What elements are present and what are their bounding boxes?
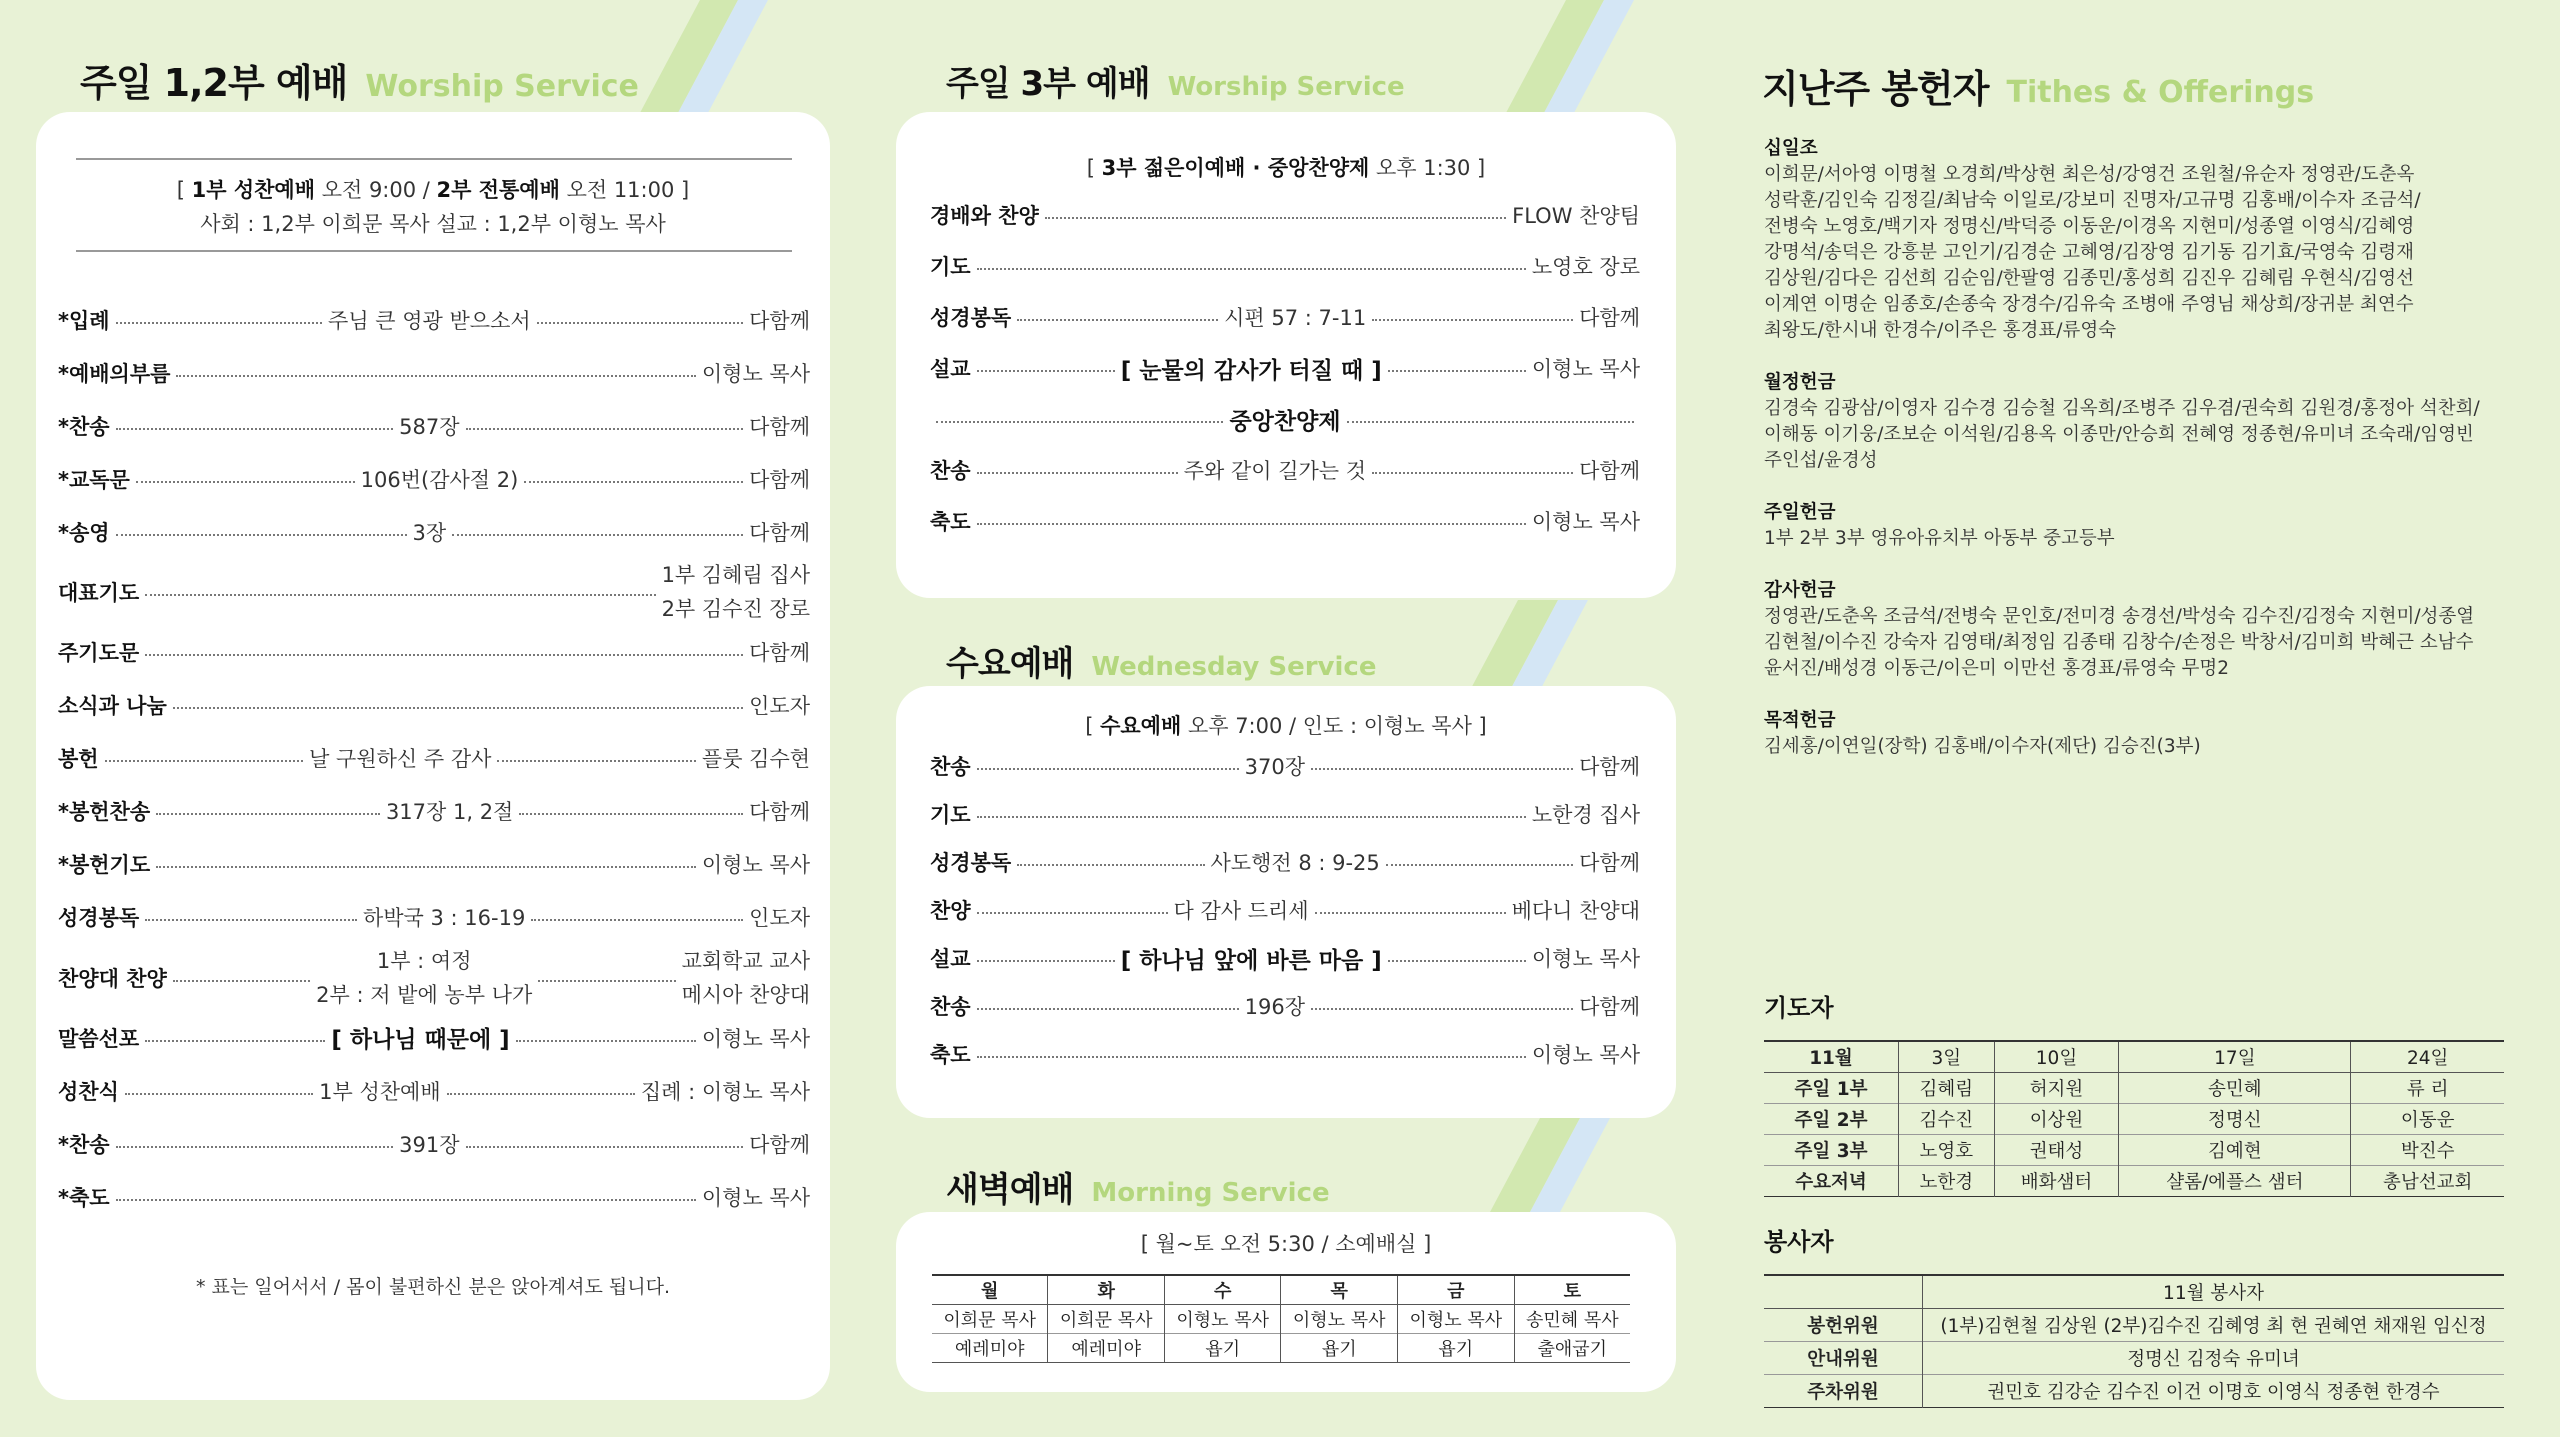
morning-leader-cell: 송민혜 목사 bbox=[1514, 1305, 1630, 1334]
offering-line: 주인섭/윤경성 bbox=[1764, 450, 1878, 471]
order-label: 봉헌 bbox=[58, 747, 99, 772]
volunteers-names: (1부)김현철 김상원 (2부)김수진 김혜영 최 현 권혜연 채재원 임신정 bbox=[1923, 1309, 2505, 1342]
order-leader: 다함께 bbox=[749, 521, 811, 545]
morning-leader-cell: 이희문 목사 bbox=[1048, 1305, 1165, 1334]
volunteers-role: 주차위원 bbox=[1807, 1382, 1879, 1403]
order-detail: 하박국 3 : 16-19 bbox=[362, 906, 526, 931]
prayer-service-label: 주일 3부 bbox=[1794, 1141, 1868, 1162]
morning-book-cell: 예레미야 bbox=[954, 1339, 1025, 1360]
order-label: 찬송 bbox=[930, 995, 971, 1019]
wednesday-title bbox=[946, 636, 1376, 685]
worship12-panel bbox=[36, 112, 830, 1400]
dot-leader bbox=[447, 1093, 635, 1095]
morning-book-cell: 욥기 bbox=[1164, 1334, 1281, 1363]
offering-line: 이계연 이명순 임종호/손종숙 장경수/김유숙 조병애 주영님 채상희/장귀분 최연수 bbox=[1764, 294, 2414, 315]
volunteers-names: 정명신 김정숙 유미녀 bbox=[1923, 1342, 2505, 1375]
offering-heading: 월정헌금 bbox=[1764, 372, 1836, 393]
order-label: 경배와 찬양 bbox=[930, 204, 1039, 228]
worship12-footnote: * 표는 일어서서 / 몸이 불편하신 분은 앉아계셔도 됩니다. bbox=[195, 1276, 671, 1298]
order-row bbox=[58, 302, 810, 338]
order-row bbox=[58, 1126, 810, 1162]
order-leader: 이형노 목사 bbox=[701, 362, 810, 386]
order-detail: 주와 같이 길가는 것 bbox=[1183, 459, 1367, 483]
order-detail: 중앙찬양제 bbox=[1229, 408, 1341, 435]
morning-book-cell: 욥기 bbox=[1281, 1334, 1398, 1363]
volunteers-header-row bbox=[1764, 1275, 2504, 1309]
dot-leader bbox=[1388, 960, 1526, 962]
order-row bbox=[58, 634, 810, 670]
dot-leader bbox=[936, 421, 1223, 423]
volunteers-row bbox=[1764, 1342, 2504, 1375]
worship3-title bbox=[946, 56, 1405, 105]
order-row bbox=[930, 300, 1640, 334]
order-detail: 다 감사 드리세 bbox=[1173, 899, 1309, 923]
order-leader: 인도자 bbox=[749, 694, 810, 719]
prayer-date-header: 24일 bbox=[2351, 1041, 2504, 1073]
wednesday-panel bbox=[896, 686, 1676, 1118]
order-row bbox=[58, 1073, 810, 1109]
prayer-row bbox=[1764, 1104, 2504, 1135]
order-row bbox=[930, 846, 1640, 878]
dot-leader bbox=[977, 370, 1115, 372]
worship3-title-en: Worship Service bbox=[1167, 72, 1405, 102]
order-label: 찬양대 찬양 bbox=[58, 966, 167, 991]
order-leader: 베다니 찬양대 bbox=[1511, 899, 1640, 923]
offerings-title-en: Tithes & Offerings bbox=[2006, 75, 2315, 110]
order-row bbox=[58, 355, 810, 391]
order-row bbox=[58, 846, 810, 882]
prayer-cell: 배화샘터 bbox=[1994, 1166, 2119, 1197]
worship3-panel bbox=[896, 112, 1676, 598]
prayer-title: 기도자 bbox=[1764, 994, 1834, 1022]
order-leader: 이형노 목사 bbox=[1531, 1043, 1640, 1067]
order-detail-line1: 1부 : 여정 bbox=[376, 948, 472, 973]
offering-line: 전병숙 노영호/백기자 정명신/박덕증 이동운/이경옥 지현미/성종열 이영식/김혜영 bbox=[1764, 216, 2415, 237]
order-leader-line1: 1부 김혜림 집사 bbox=[661, 563, 810, 588]
order-label: 찬송 bbox=[930, 755, 971, 779]
order-label: *송영 bbox=[58, 521, 110, 545]
prayer-cell: 노한경 bbox=[1899, 1166, 1995, 1197]
offering-heading: 주일헌금 bbox=[1764, 502, 1836, 523]
dot-leader bbox=[145, 1040, 325, 1042]
morning-day-cell: 토 bbox=[1514, 1275, 1630, 1305]
order-leader: 노한경 집사 bbox=[1531, 803, 1640, 827]
prayer-table bbox=[1764, 1040, 2504, 1197]
order-row bbox=[930, 504, 1640, 538]
order-label: 기도 bbox=[930, 255, 971, 279]
dot-leader bbox=[977, 472, 1178, 474]
dot-leader bbox=[1315, 912, 1506, 914]
dot-leader bbox=[156, 813, 380, 815]
offering-line: 김상원/김다은 김선희 김순임/한팔영 김종민/홍성희 김진우 김혜림 우현식/김영선 bbox=[1764, 268, 2414, 289]
offering-line: 1부 2부 3부 영유아유치부 아동부 중고등부 bbox=[1764, 528, 2115, 549]
order-leader: 이형노 목사 bbox=[701, 1185, 810, 1210]
offering-line: 최왕도/한시내 한경수/이주은 홍경표/류영숙 bbox=[1764, 320, 2117, 341]
order-leader: 플룻 김수현 bbox=[701, 747, 811, 772]
order-leader: 다함께 bbox=[749, 309, 810, 333]
prayer-service-label: 주일 2부 bbox=[1794, 1110, 1868, 1131]
divider bbox=[76, 158, 792, 160]
order-label: *찬송 bbox=[58, 1132, 110, 1157]
prayer-cell: 권태성 bbox=[1994, 1135, 2119, 1166]
order-row bbox=[930, 750, 1640, 782]
order-label: 찬송 bbox=[930, 459, 971, 483]
prayer-date-header: 3일 bbox=[1899, 1041, 1995, 1073]
dot-leader bbox=[1388, 370, 1526, 372]
dot-leader bbox=[977, 1056, 1526, 1058]
order-label: 찬양 bbox=[930, 899, 971, 923]
dot-leader bbox=[977, 523, 1526, 525]
dot-leader bbox=[173, 707, 743, 709]
order-leader: 이형노 목사 bbox=[1531, 947, 1640, 971]
order-row bbox=[930, 990, 1640, 1022]
order-label: 설교 bbox=[930, 357, 971, 381]
order-leader bbox=[662, 558, 810, 626]
order-leader: 다함께 bbox=[749, 800, 810, 825]
dot-leader bbox=[452, 534, 743, 536]
order-leader: 다함께 bbox=[749, 641, 810, 666]
morning-day-cell: 화 bbox=[1048, 1275, 1165, 1305]
morning-book-cell: 욥기 bbox=[1398, 1334, 1515, 1363]
order-leader: 다함께 bbox=[1579, 306, 1641, 330]
dot-leader bbox=[519, 813, 743, 815]
morning-day-cell: 수 bbox=[1164, 1275, 1281, 1305]
morning-leader-cell: 이형노 목사 bbox=[1281, 1305, 1398, 1334]
dot-leader bbox=[1045, 217, 1506, 219]
order-detail: 391장 bbox=[399, 1132, 460, 1157]
offerings-list bbox=[1764, 136, 2524, 786]
offering-group bbox=[1764, 136, 2524, 344]
divider bbox=[76, 250, 792, 252]
offering-group bbox=[1764, 500, 2524, 552]
dot-leader bbox=[116, 322, 322, 324]
dot-leader bbox=[466, 428, 744, 430]
morning-leader-cell: 이형노 목사 bbox=[1398, 1305, 1515, 1334]
order-leader: 이형노 목사 bbox=[701, 1026, 810, 1051]
dot-leader bbox=[1311, 768, 1573, 770]
morning-schedule-table bbox=[932, 1274, 1630, 1363]
order-label: 기도 bbox=[930, 803, 971, 827]
dot-leader bbox=[116, 428, 394, 430]
order-label: 축도 bbox=[930, 1043, 971, 1067]
order-label: *교독문 bbox=[58, 468, 130, 492]
dot-leader bbox=[538, 980, 675, 982]
dot-leader bbox=[977, 912, 1168, 914]
order-label: 소식과 나눔 bbox=[58, 694, 167, 719]
morning-panel bbox=[896, 1212, 1676, 1392]
dot-leader bbox=[105, 760, 304, 762]
volunteers-title: 봉사자 bbox=[1764, 1228, 1834, 1256]
order-detail: 587장 bbox=[399, 415, 460, 439]
offering-group bbox=[1764, 578, 2524, 682]
dot-leader bbox=[466, 1146, 744, 1148]
volunteers-names: 권민호 김강순 김수진 이건 이명호 이영식 정종현 한경수 bbox=[1923, 1375, 2505, 1408]
prayer-cell: 샬롬/에플스 샘터 bbox=[2119, 1166, 2351, 1197]
offering-line: 김현철/이수진 강숙자 김영태/최정임 김종태 김창수/손정은 박창서/김미희 박혜근 소남수 bbox=[1764, 632, 2474, 653]
order-label: 성경봉독 bbox=[930, 306, 1012, 330]
wednesday-title-en: Wednesday Service bbox=[1091, 652, 1377, 682]
order-row bbox=[930, 249, 1640, 283]
morning-title-en: Morning Service bbox=[1091, 1178, 1330, 1208]
dot-leader bbox=[977, 768, 1239, 770]
order-detail: 370장 bbox=[1244, 755, 1306, 779]
dot-leader bbox=[497, 760, 696, 762]
order-label: *찬송 bbox=[58, 415, 110, 439]
prayer-cell: 송민혜 bbox=[2119, 1073, 2351, 1104]
morning-leader-cell: 이희문 목사 bbox=[943, 1310, 1037, 1331]
dot-leader bbox=[136, 481, 355, 483]
prayer-service-label: 수요저녁 bbox=[1795, 1172, 1867, 1193]
prayer-cell: 이상원 bbox=[1994, 1104, 2119, 1135]
offering-line: 강명석/송덕은 강흥분 고인기/김경순 고혜영/김장영 김기동 김기효/국영숙 김령재 bbox=[1764, 242, 2414, 263]
morning-day-cell: 금 bbox=[1398, 1275, 1515, 1305]
order-detail: [ 하나님 앞에 바른 마음 ] bbox=[1120, 947, 1382, 974]
dot-leader bbox=[116, 1146, 394, 1148]
order-label: 말씀선포 bbox=[58, 1026, 140, 1051]
order-row bbox=[58, 563, 810, 622]
order-label: *축도 bbox=[58, 1185, 110, 1210]
prayer-cell: 총남선교회 bbox=[2351, 1166, 2504, 1197]
order-leader-line2: 메시아 찬양대 bbox=[681, 982, 811, 1007]
order-detail: 사도행전 8 : 9-25 bbox=[1210, 851, 1380, 875]
order-row bbox=[58, 793, 810, 829]
dot-leader bbox=[977, 268, 1526, 270]
prayer-row bbox=[1764, 1135, 2504, 1166]
prayer-cell: 정명신 bbox=[2119, 1104, 2351, 1135]
offering-heading: 목적헌금 bbox=[1764, 710, 1836, 731]
order-label: *봉헌찬송 bbox=[58, 800, 151, 825]
volunteers-row bbox=[1764, 1309, 2504, 1342]
order-leader-line2: 2부 김수진 장로 bbox=[661, 597, 810, 622]
order-detail: 주님 큰 영광 받으소서 bbox=[328, 309, 531, 333]
order-row bbox=[930, 453, 1640, 487]
prayer-cell: 김수진 bbox=[1899, 1104, 1995, 1135]
offering-group bbox=[1764, 708, 2524, 760]
order-row bbox=[58, 1020, 810, 1056]
dot-leader bbox=[1311, 1008, 1573, 1010]
order-leader: 다함께 bbox=[749, 1132, 811, 1157]
morning-title bbox=[946, 1162, 1330, 1211]
dot-leader bbox=[145, 919, 357, 921]
wednesday-title-ko: 수요예배 bbox=[946, 644, 1074, 684]
order-detail: [ 눈물의 감사가 터질 때 ] bbox=[1120, 357, 1382, 384]
morning-book-cell: 출애굽기 bbox=[1514, 1334, 1630, 1363]
order-leader: 집례 : 이형노 목사 bbox=[640, 1079, 810, 1104]
order-detail: 3장 bbox=[412, 521, 447, 545]
wednesday-header: [ 수요예배 오후 7:00 / 인도 : 이형노 목사 ] bbox=[1085, 714, 1487, 738]
offering-heading: 십일조 bbox=[1764, 138, 1818, 159]
prayer-cell: 박진수 bbox=[2351, 1135, 2504, 1166]
order-row bbox=[930, 798, 1640, 830]
order-row bbox=[58, 899, 810, 935]
volunteers-role: 봉헌위원 bbox=[1807, 1316, 1879, 1337]
order-leader: 다함께 bbox=[1579, 755, 1640, 779]
order-leader: 이형노 목사 bbox=[1531, 510, 1640, 534]
order-label: 성경봉독 bbox=[58, 906, 140, 931]
order-detail: 196장 bbox=[1244, 995, 1306, 1019]
morning-day-cell: 목 bbox=[1281, 1275, 1398, 1305]
order-row bbox=[58, 408, 810, 444]
offering-line: 성락훈/김인숙 김정길/최남숙 이일로/강보미 진명자/고규명 김홍배/이수자 조금석/ bbox=[1764, 190, 2421, 211]
offerings-title-ko: 지난주 봉헌자 bbox=[1762, 67, 1989, 111]
order-row bbox=[58, 514, 810, 550]
volunteers-table bbox=[1764, 1274, 2504, 1408]
worship3-header: [ 3부 젊은이예배 · 중앙찬양제 오후 1:30 ] bbox=[1086, 156, 1486, 180]
order-label: 성찬식 bbox=[58, 1079, 119, 1104]
morning-leader-cell: 이형노 목사 bbox=[1164, 1305, 1281, 1334]
order-row bbox=[58, 461, 810, 497]
dot-leader bbox=[524, 481, 743, 483]
dot-leader bbox=[1372, 472, 1573, 474]
order-row bbox=[58, 1179, 810, 1215]
volunteers-header-empty bbox=[1764, 1275, 1923, 1309]
dot-leader bbox=[977, 960, 1115, 962]
dot-leader bbox=[176, 375, 695, 377]
order-row bbox=[58, 948, 811, 1007]
offering-heading: 감사헌금 bbox=[1764, 580, 1836, 601]
offering-line: 김경숙 김광삼/이영자 김수경 김승철 김옥희/조병주 김우겸/권숙희 김원경/홍정아 석찬희/ bbox=[1764, 398, 2480, 419]
dot-leader bbox=[537, 322, 743, 324]
dot-leader bbox=[1386, 864, 1573, 866]
order-detail-line2: 2부 : 저 밭에 농부 나가 bbox=[316, 982, 533, 1007]
order-leader: 다함께 bbox=[1579, 851, 1641, 875]
volunteers-row bbox=[1764, 1375, 2504, 1408]
worship12-title-en: Worship Service bbox=[365, 69, 639, 104]
prayer-cell: 김예현 bbox=[2119, 1135, 2351, 1166]
order-leader-line1: 교회학교 교사 bbox=[681, 948, 811, 973]
worship12-header: [ 1부 성찬예배 오전 9:00 / 2부 전통예배 오전 11:00 ] bbox=[176, 178, 690, 202]
order-row bbox=[930, 1038, 1640, 1070]
morning-title-ko: 새벽예배 bbox=[946, 1170, 1074, 1210]
order-label: 주기도문 bbox=[58, 641, 140, 666]
offering-group bbox=[1764, 370, 2524, 474]
order-row bbox=[930, 402, 1640, 436]
morning-day-cell: 월 bbox=[981, 1281, 999, 1302]
offering-line: 이해동 이기웅/조보순 이석원/김용옥 이종만/안승희 전혜영 정종현/유미녀 조숙래/임영빈 bbox=[1764, 424, 2474, 445]
order-leader: 노영호 장로 bbox=[1531, 255, 1640, 279]
order-leader: 이형노 목사 bbox=[701, 853, 810, 878]
dot-leader bbox=[145, 654, 743, 656]
order-detail: [ 하나님 때문에 ] bbox=[331, 1027, 510, 1054]
prayer-month-header: 11월 bbox=[1809, 1048, 1853, 1069]
order-row bbox=[930, 894, 1640, 926]
prayer-header-row bbox=[1764, 1041, 2504, 1073]
dot-leader bbox=[156, 866, 696, 868]
prayer-row bbox=[1764, 1073, 2504, 1104]
order-leader: 다함께 bbox=[1579, 995, 1640, 1019]
order-label: *봉헌기도 bbox=[58, 853, 151, 878]
prayer-cell: 노영호 bbox=[1899, 1135, 1995, 1166]
order-detail bbox=[316, 944, 532, 1012]
prayer-row bbox=[1764, 1166, 2504, 1197]
offering-line: 김세홍/이연일(장학) 김홍배/이수자(제단) 김승진(3부) bbox=[1764, 736, 2201, 757]
worship12-title-ko: 주일 1,2부 예배 bbox=[80, 61, 348, 105]
offering-line: 정영관/도춘옥 조금석/전병숙 문인호/전미경 송경선/박성숙 김수진/김정숙 지현미/성종열 bbox=[1764, 606, 2475, 627]
order-detail: 날 구원하신 주 감사 bbox=[309, 747, 492, 772]
prayer-service-label: 주일 1부 bbox=[1794, 1079, 1868, 1100]
morning-book-cell: 예레미야 bbox=[1048, 1334, 1165, 1363]
offerings-title bbox=[1762, 58, 2314, 113]
order-detail: 1부 성찬예배 bbox=[319, 1079, 441, 1104]
order-leader: 다함께 bbox=[749, 415, 811, 439]
prayer-cell: 이동운 bbox=[2351, 1104, 2504, 1135]
prayer-cell: 허지원 bbox=[1994, 1073, 2119, 1104]
order-leader: 다함께 bbox=[749, 468, 811, 492]
order-label: *예배의부름 bbox=[58, 362, 171, 386]
dot-leader bbox=[145, 594, 655, 596]
dot-leader bbox=[1347, 421, 1634, 423]
order-detail: 106번(감사절 2) bbox=[360, 468, 519, 492]
morning-header: [ 월~토 오전 5:30 / 소예배실 ] bbox=[1140, 1232, 1432, 1256]
order-detail: 317장 1, 2절 bbox=[385, 800, 514, 825]
volunteers-header: 11월 봉사자 bbox=[1923, 1275, 2505, 1309]
dot-leader bbox=[116, 1199, 696, 1201]
prayer-cell: 류 리 bbox=[2351, 1073, 2504, 1104]
order-leader: 다함께 bbox=[1579, 459, 1641, 483]
order-label: 축도 bbox=[930, 510, 971, 534]
dot-leader bbox=[125, 1093, 313, 1095]
dot-leader bbox=[516, 1040, 696, 1042]
dot-leader bbox=[531, 919, 743, 921]
order-label: 대표기도 bbox=[58, 581, 140, 606]
offering-line: 윤서진/배성경 이동근/이은미 이만선 홍경표/류영숙 무명2 bbox=[1764, 658, 2230, 679]
worship3-title-ko: 주일 3부 예배 bbox=[946, 64, 1150, 104]
dot-leader bbox=[977, 816, 1526, 818]
offering-line: 이희문/서아영 이명철 오경희/박상현 최은성/강영건 조원철/유순자 정영관/도춘옥 bbox=[1764, 164, 2415, 185]
volunteers-role: 안내위원 bbox=[1807, 1349, 1879, 1370]
order-row bbox=[58, 687, 810, 723]
dot-leader bbox=[977, 1008, 1239, 1010]
prayer-date-header: 17일 bbox=[2119, 1041, 2351, 1073]
order-label: *입례 bbox=[58, 309, 110, 333]
order-leader: FLOW 찬양팀 bbox=[1512, 204, 1640, 228]
worship12-title bbox=[80, 52, 639, 107]
order-leader: 인도자 bbox=[749, 906, 811, 931]
dot-leader bbox=[1372, 319, 1573, 321]
prayer-date-header: 10일 bbox=[1994, 1041, 2119, 1073]
order-label: 성경봉독 bbox=[930, 851, 1012, 875]
dot-leader bbox=[116, 534, 407, 536]
order-row bbox=[930, 942, 1640, 974]
order-row bbox=[58, 740, 810, 776]
order-row bbox=[930, 351, 1640, 385]
order-label: 설교 bbox=[930, 947, 971, 971]
order-leader: 이형노 목사 bbox=[1531, 357, 1640, 381]
dot-leader bbox=[1017, 319, 1218, 321]
order-detail: 시편 57 : 7-11 bbox=[1224, 306, 1367, 330]
dot-leader bbox=[1017, 864, 1204, 866]
order-leader bbox=[682, 944, 810, 1012]
dot-leader bbox=[173, 980, 310, 982]
order-row bbox=[930, 198, 1640, 232]
worship12-header-line2: 사회 : 1,2부 이희문 목사 설교 : 1,2부 이형노 목사 bbox=[200, 212, 666, 236]
prayer-cell: 김혜림 bbox=[1899, 1073, 1995, 1104]
